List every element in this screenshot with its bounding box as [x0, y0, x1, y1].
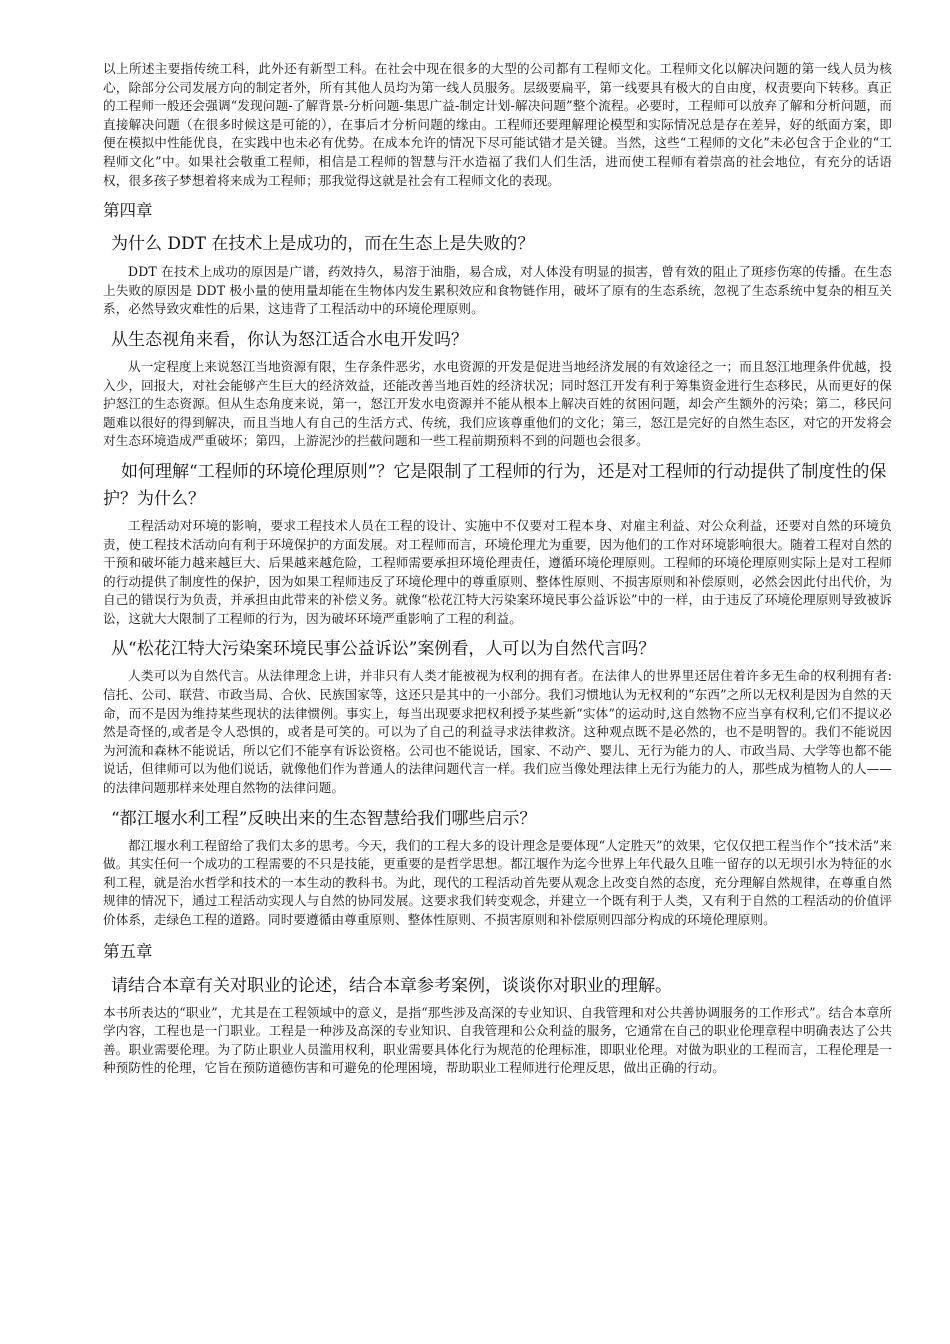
ch4-q5-heading: “都江堰水利工程”反映出来的生态智慧给我们哪些启示？ [111, 808, 537, 829]
ch4-q3-heading: 如何理解“工程师的环境伦理原则”？它是限制了工程师的行为，还是对工程师的行动提供了制度性的保护？为什么？ [103, 461, 887, 509]
ch4-q5-answer: 都江堰水利工程留给了我们太多的思考。今天，我们的工程大多的设计理念是要体现“人定胜天”的效果，它仅仅把工程当作个“技术活”来做。其实任何一个成功的工程需要的不只是技能，更重要的是哲学思想。都江堰作为迄今世界上年代最久且唯一留存的以无坝引水为特征的水利工程，就是治水哲学和技术的一本生动的教科书。为此，现代的工程活动首先要从观念上改变自然的态度，充分理解自然规律，在尊重自然规律的情况下，通过工程活动实现人与自然的协同发展。这要求我们转变观念，并建立一个既有利于人类，又有利于自然的工程活动的价值评价体系，走绿色工程的道路。同时要遵循由尊重原则、整体性原则、不损害原则和补偿原则四部分构成的环境伦理原则。 [103, 837, 892, 927]
ch5-q1-answer: 本书所表达的“职业”，尤其是在工程领域中的意义，是指“那些涉及高深的专业知识、自我管理和对公共善协调服务的工作形式”。结合本章所学内容，工程也是一门职业。工程是一种涉及高深的专业知识、自我管理和公众利益的服务，它通常在自己的职业伦理章程中明确表达了公共善。职业需要伦理。为了防止职业人员滥用权利，职业需要具体化行为规范的伦理标准，即职业伦理。对做为职业的工程而言，工程伦理是一种预防性的伦理，它旨在预防道德伤害和可避免的伦理困境，帮助职业工程师进行伦理反思，做出正确的行动。 [103, 1004, 892, 1076]
ch4-q1-heading: 为什么 DDT 在技术上是成功的，而在生态上是失败的？ [111, 234, 535, 255]
ch4-q2-heading: 从生态视角来看，你认为怒江适合水电开发吗？ [111, 329, 468, 350]
ch4-q3-answer: 工程活动对环境的影响，要求工程技术人员在工程的设计、实施中不仅要对工程本身、对雇主利益、对公众利益，还要对自然的环境负责，使工程技术活动向有利于环境保护的方面发展。对工程师而言，环境伦理尤为重要，因为他们的工作对环境影响很大。随着工程对自然的干预和破坏能力越来越巨大、后果越来越危险，工程师需要承担环境伦理责任，遵循环境伦理原则。工程师的环境伦理原则实际上是对工程师的行动提供了制度性的保护，因为如果工程师违反了环境伦理中的尊重原则、整体性原则、不损害原则和补偿原则，必然会因此付出代价，为自己的错误行为负责，并承担由此带来的补偿义务。就像“松花江特大污染案环境民事公益诉讼”中的一样，由于违反了环境伦理原则导致被诉讼，这就大大限制了工程师的行为，因为破坏环境严重影响了工程的利益。 [103, 517, 892, 626]
ch4-q1-answer: DDT 在技术上成功的原因是广谱，药效持久，易溶于油脂，易合成，对人体没有明显的损害，曾有效的阻止了斑疹伤寒的传播。在生态上失败的原因是 DDT 极小量的使用量却能在生物体内发生累积效应和食物链作用，破坏了原有的生态系统，忽视了生态系统中复杂的相互关系，必然导致灾难性的后果，这违背了工程活动中的环境伦理原则。 [103, 264, 892, 317]
intro-paragraph: 以上所述主要指传统工科，此外还有新型工科。在社会中现在很多的大型的公司都有工程师文化。工程师文化以解决问题的第一线人员为核心，除部分公司发展方向的制定者外，所有其他人员均为第一线人员服务。层级要扁平，第一线要具有极大的自由度，权责要向下转移。真正的工程师一般还会强调“发现问题-了解背景-分析问题-集思广益-制定计划-解决问题”整个流程。必要时，工程师可以放弃了解和分析问题，而直接解决问题（在很多时候这是可能的），在事后才分析问题的缘由。工程师还要理解理论模型和实际情况总是存在差异，好的纸面方案，即便在模拟中性能优良，在实践中也未必有优势。在成本允许的情况下尽可能试错才是关键。当然，这些“工程师的文化”未必包含于企业的“工程师文化”中。如果社会敬重工程师，相信是工程师的智慧与汗水造福了我们人们生活，进而使工程师有着崇高的社会地位，有充分的话语权，很多孩子梦想着将来成为工程师；那我觉得这就是社会有工程师文化的表现。 [103, 61, 892, 188]
ch4-q2-answer: 从一定程度上来说怒江当地资源有限，生存条件恶劣，水电资源的开发是促进当地经济发展的有效途径之一；而且怒江地理条件优越，投入少，回报大，对社会能够产生巨大的经济效益，还能改善当地百姓的经济状况；同时怒江开发有利于筹集资金进行生态移民，从而更好的保护怒江的生态资源。但从生态角度来说，第一，怒江开发水电资源并不能从根本上解决百姓的贫困问题，却会产生额外的污染；第二，移民问题难以很好的得到解决，而且当地人有自己的生活方式、传统，我们应该尊重他们的文化；第三，怒江是完好的自然生态区，对它的开发将会对生态环境造成严重破坏；第四，上游泥沙的拦截问题和一些工程前期预料不到的问题也会很多。 [103, 358, 892, 449]
chapter-5-heading: 第五章 [103, 941, 153, 961]
chapter-4-heading: 第四章 [103, 201, 153, 221]
ch4-q4-heading: 从“松花江特大污染案环境民事公益诉讼”案例看，人可以为自然代言吗？ [111, 639, 656, 660]
ch5-q1-heading: 请结合本章有关对职业的论述，结合本章参考案例，谈谈你对职业的理解。 [111, 975, 672, 996]
ch4-q4-answer: 人类可以为自然代言。从法律理念上讲，并非只有人类才能被视为权利的拥有者。在法律人的世界里还居住着许多无生命的权利拥有者: 信托、公司、联营、市政当局、合伙、民族国家等，这还只是其中的一小部分。我们习惯地认为无权利的“东西”之所以无权利是因为自然的天命，而不是因为维持某些现状的法律惯例。事实上，每当出现要求把权利授予某些新“实体”的运动时,这自然物不应当享有权利,它们不提议必然是奇怪的,或者是令人恐惧的，或者是可笑的。可以为了自己的利益寻求法律救济。这种观点既不是必然的，也不是明智的。我们不能说因为河流和森林不能说话，所以它们不能享有诉讼资格。公司也不能说话，国家、不动产、婴儿、无行为能力的人、市政当局、大学等也都不能说话，但律师可以为他们说话，就像他们作为普通人的法律问题代言一样。我们应当像处理法律上无行为能力的人，那些成为植物人的人——的法律问题那样来处理自然物的法律问题。 [103, 668, 892, 796]
